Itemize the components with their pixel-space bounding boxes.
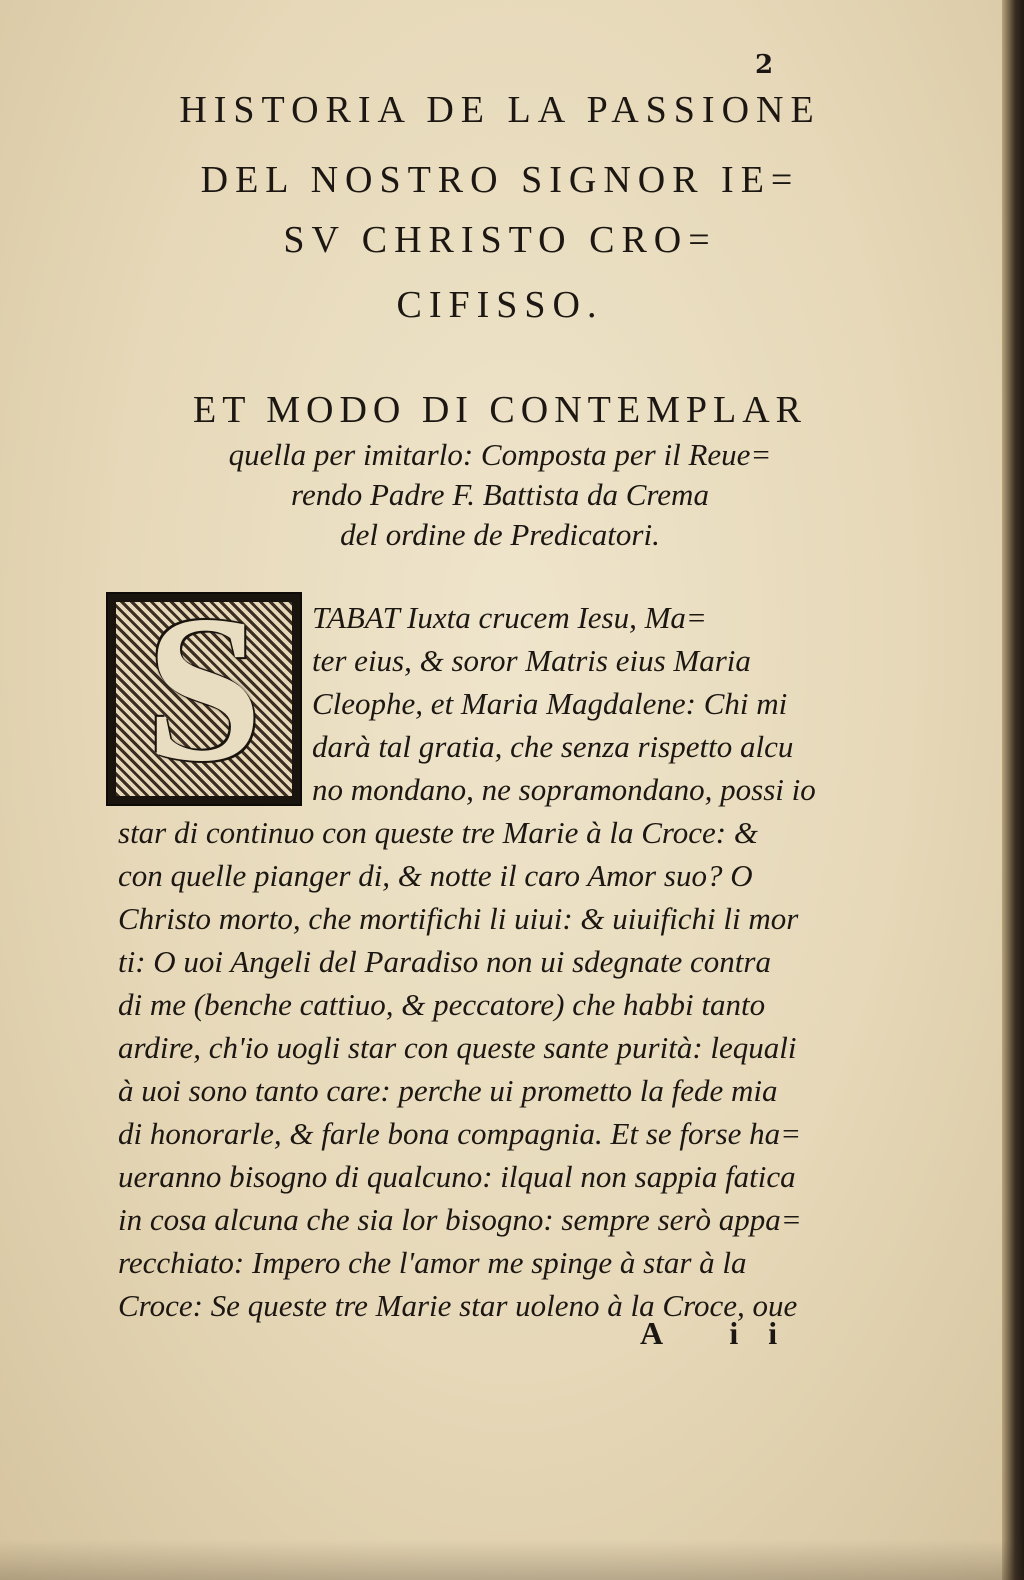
book-gutter <box>1002 0 1024 1580</box>
body-line-8: Christo morto, che mortifichi li uiui: & uiuifichi li mor <box>118 901 799 936</box>
folio-number: 2 <box>755 50 774 80</box>
body-line-12: à uoi sono tanto care: perche ui prometto la fede mia <box>118 1073 778 1108</box>
body-line-6: star di continuo con queste tre Marie à la Croce: & <box>118 815 758 850</box>
body-line-5: no mondano, ne sopramondano, possi io <box>312 772 816 807</box>
title-line-2: DEL NOSTRO SIGNOR IE= <box>200 159 800 201</box>
body-line-2: ter eius, & soror Matris eius Maria <box>312 643 751 678</box>
page-shadow <box>0 1540 1024 1580</box>
decorated-initial <box>106 573 302 806</box>
body-line-10: di me (benche cattiuo, & peccatore) che habbi tanto <box>118 987 766 1022</box>
initial-letter: S <box>145 573 263 805</box>
title-line-3: SV CHRISTO CRO= <box>283 219 717 261</box>
body-line-15: in cosa alcuna che sia lor bisogno: sempre serò appa= <box>118 1202 802 1237</box>
subtitle-italic-2: rendo Padre F. Battista da Crema <box>291 477 709 512</box>
body-line-13: di honorarle, & farle bona compagnia. Et se forse ha= <box>118 1116 802 1151</box>
subtitle-caps: ET MODO DI CONTEMPLAR <box>192 389 808 431</box>
body-line-1: TABAT Iuxta crucem Iesu, Ma= <box>312 600 707 635</box>
body-line-16: recchiato: Impero che l'amor me spinge à star à la <box>118 1245 747 1280</box>
body-line-17: Croce: Se queste tre Marie star uoleno à la Croce, oue <box>118 1288 798 1323</box>
title-line-4: CIFISSO. <box>396 284 604 326</box>
body-line-11: ardire, ch'io uogli star con queste sante purità: lequali <box>118 1030 797 1065</box>
body-line-4: darà tal gratia, che senza rispetto alcu <box>312 729 794 764</box>
subtitle-italic-1: quella per imitarlo: Composta per il Reue= <box>228 437 772 472</box>
body-line-14: ueranno bisogno di qualcuno: ilqual non sappia fatica <box>118 1159 796 1194</box>
body-line-3: Cleophe, et Maria Magdalene: Chi mi <box>312 686 788 721</box>
body-line-9: ti: O uoi Angeli del Paradiso non ui sdegnate contra <box>118 944 771 979</box>
title-line-1: HISTORIA DE LA PASSIONE <box>179 89 821 131</box>
body-line-7: con quelle pianger di, & notte il caro Amor suo? O <box>118 858 753 893</box>
signature-mark: A ii <box>640 1315 808 1351</box>
subtitle-italic-3: del ordine de Predicatori. <box>340 517 660 552</box>
